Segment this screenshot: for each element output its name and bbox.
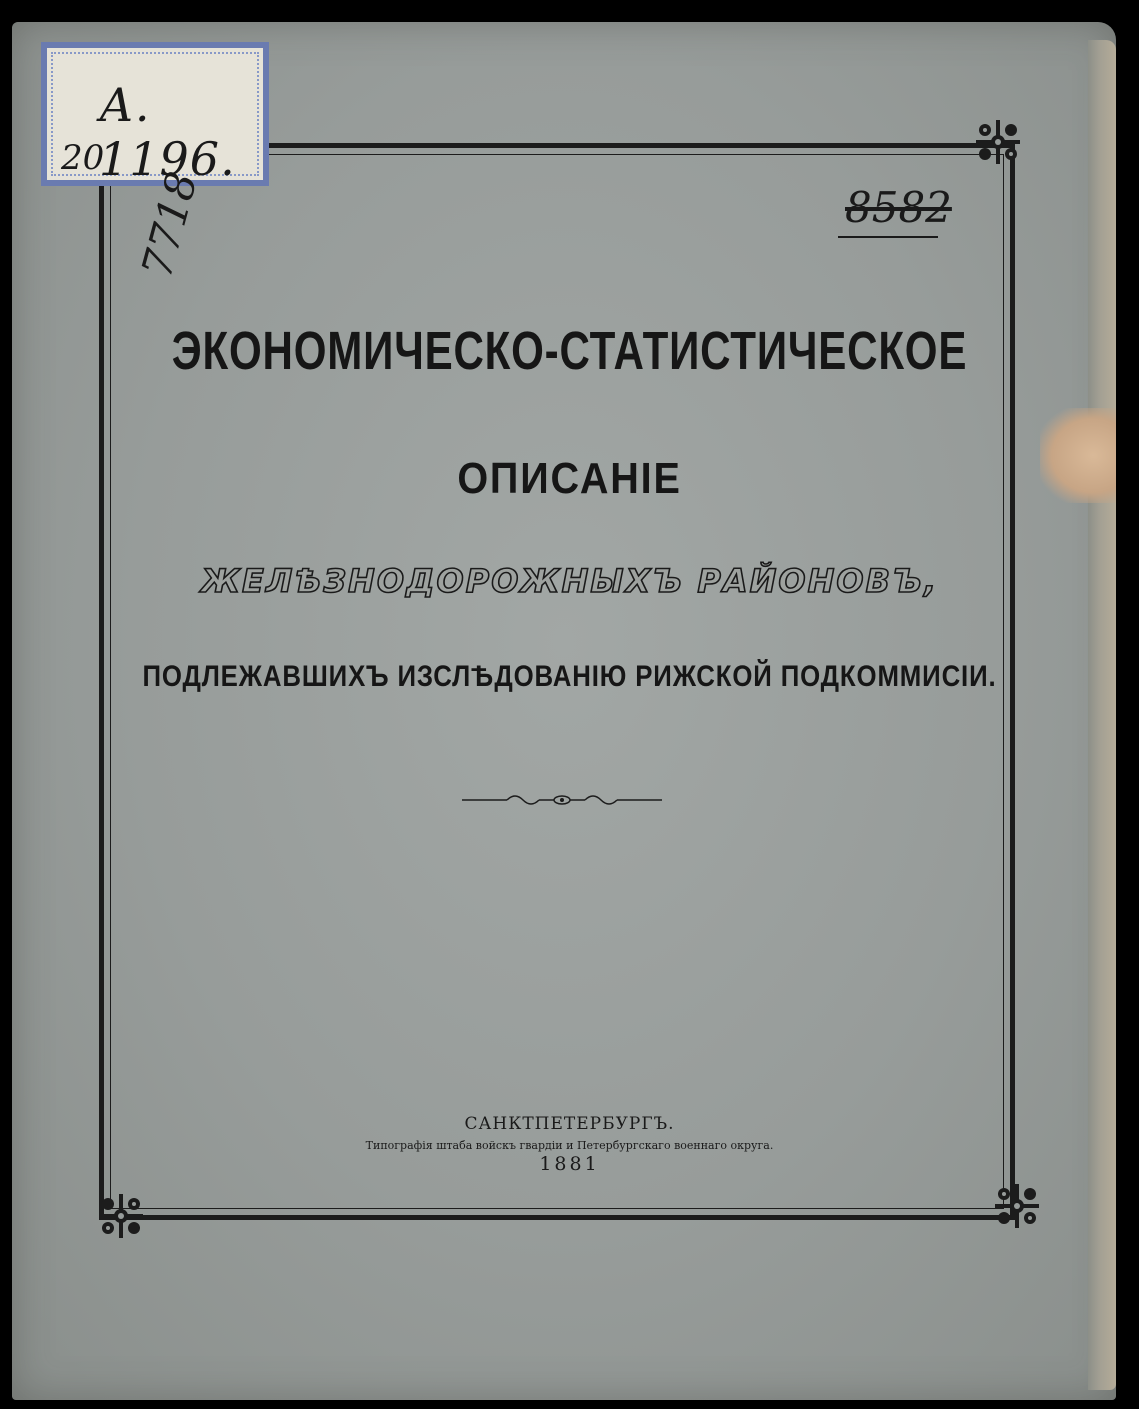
paper-edge: [1088, 40, 1116, 1390]
title-line-4: ПОДЛЕЖАВШИХЪ ИЗСЛѢДОВАНІЮ РИЖСКОЙ ПОДКОММИСІИ.: [142, 660, 997, 693]
title-line-3: ЖЕЛѢЗНОДОРОЖНЫХЪ РАЙОНОВЪ,: [200, 562, 939, 600]
imprint-press: Типографія штаба войскъ гвардіи и Петербургскаго военнаго округа.: [365, 1139, 774, 1152]
handwritten-inventory-number: 8582: [845, 183, 952, 232]
library-label: [41, 42, 269, 186]
title-line-2: ОПИСАНІЕ: [457, 454, 682, 503]
handwritten-shelf-mark: 7718: [132, 166, 207, 283]
imprint-year: 1881: [539, 1153, 600, 1175]
inventory-underline: [838, 236, 938, 238]
corner-ornament-top-right: [973, 118, 1023, 166]
decorative-divider: [462, 790, 662, 810]
label-sub-number: 20: [61, 138, 105, 178]
imprint-city: САНКТПЕТЕРБУРГЪ.: [464, 1114, 675, 1134]
corner-ornament-bottom-left: [96, 1192, 146, 1240]
corner-ornament-bottom-right: [992, 1182, 1042, 1230]
label-call-number: А. 1196.: [99, 78, 236, 186]
title-line-1: ЭКОНОМИЧЕСКО-СТАТИСТИЧЕСКОЕ: [171, 321, 968, 381]
